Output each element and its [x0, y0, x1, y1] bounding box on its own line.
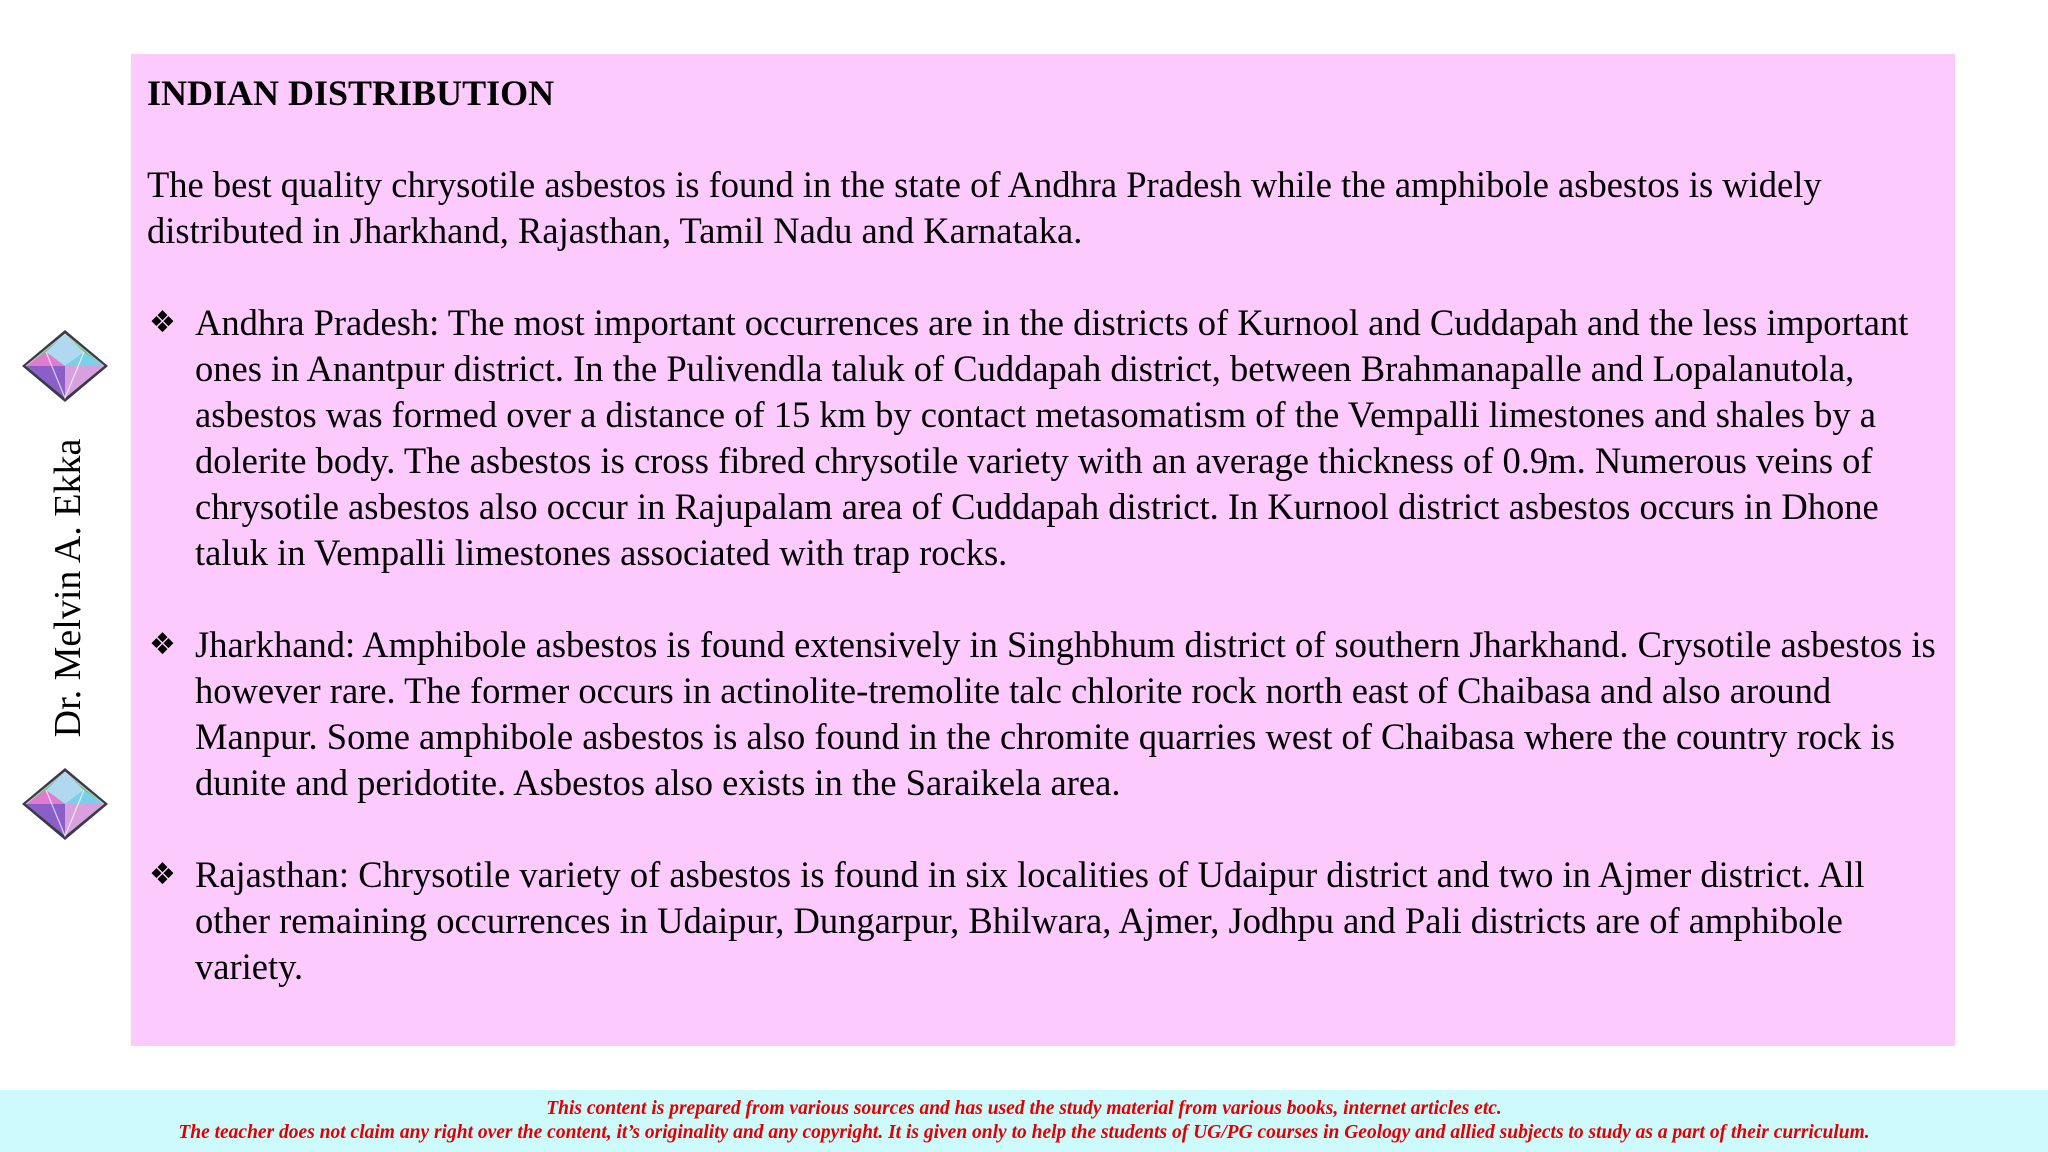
diamond-bullet-icon: ❖ — [149, 305, 176, 340]
author-name: Dr. Melvin A. Ekka — [47, 438, 89, 738]
bullet-item-jharkhand — [147, 622, 1939, 806]
bullet-text: Jharkhand: Amphibole asbestos is found extensively in Singhbhum district of southern Jharkhand. Crysotile asbestos is however rare. The former occurs in actinolite-tremolite talc chlorite rock north east of Chaibasa and also around Manpur. Some amphibole asbestos is also found in the chromite quarries west of Chaibasa where the country rock is dunite and peridotite. Asbestos also exists in the Saraikela area. — [195, 624, 1936, 803]
bullet-text: Andhra Pradesh: The most important occurrences are in the districts of Kurnool and Cuddapah and the less important ones in Anantpur district. In the Pulivendla taluk of Cuddapah district, between Brahmanapalle and Lopalanutola, asbestos was formed over a distance of 15 km by contact metasomatism of the Vempalli limestones and shales by a dolerite body. The asbestos is cross fibred chrysotile variety with an average thickness of 0.9m. Numerous veins of chrysotile asbestos also occur in Rajupalam area of Cuddapah district. In Kurnool district asbestos occurs in Dhone taluk in Vempalli limestones associated with trap rocks. — [195, 302, 1909, 573]
content-box — [131, 54, 1955, 1046]
bullet-item-andhra-pradesh — [147, 300, 1939, 576]
diamond-bullet-icon: ❖ — [149, 857, 176, 892]
intro-paragraph: The best quality chrysotile asbestos is found in the state of Andhra Pradesh while the amphibole asbestos is widely distributed in Jharkhand, Rajasthan, Tamil Nadu and Karnataka. — [147, 164, 1822, 251]
section-heading: INDIAN DISTRIBUTION — [147, 73, 555, 113]
diamond-gem-icon — [20, 766, 110, 842]
diamond-gem-icon — [20, 328, 110, 404]
disclaimer-line-1: This content is prepared from various sources and has used the study material from various books, internet articles etc. — [546, 1098, 1502, 1119]
bullet-list — [147, 300, 1939, 990]
sidebar — [0, 0, 131, 1090]
disclaimer-footer — [0, 1090, 2048, 1152]
bullet-item-rajasthan — [147, 852, 1939, 990]
disclaimer-line-2: The teacher does not claim any right over the content, it’s originality and any copyright. It is given only to help the students of UG/PG courses in Geology and allied subjects to study as a part of their curriculum. — [178, 1122, 1870, 1143]
diamond-bullet-icon: ❖ — [149, 627, 176, 662]
bullet-text: Rajasthan: Chrysotile variety of asbestos is found in six localities of Udaipur district and two in Ajmer district. All other remaining occurrences in Udaipur, Dungarpur, Bhilwara, Ajmer, Jodhpu and Pali districts are of amphibole variety. — [195, 854, 1865, 987]
